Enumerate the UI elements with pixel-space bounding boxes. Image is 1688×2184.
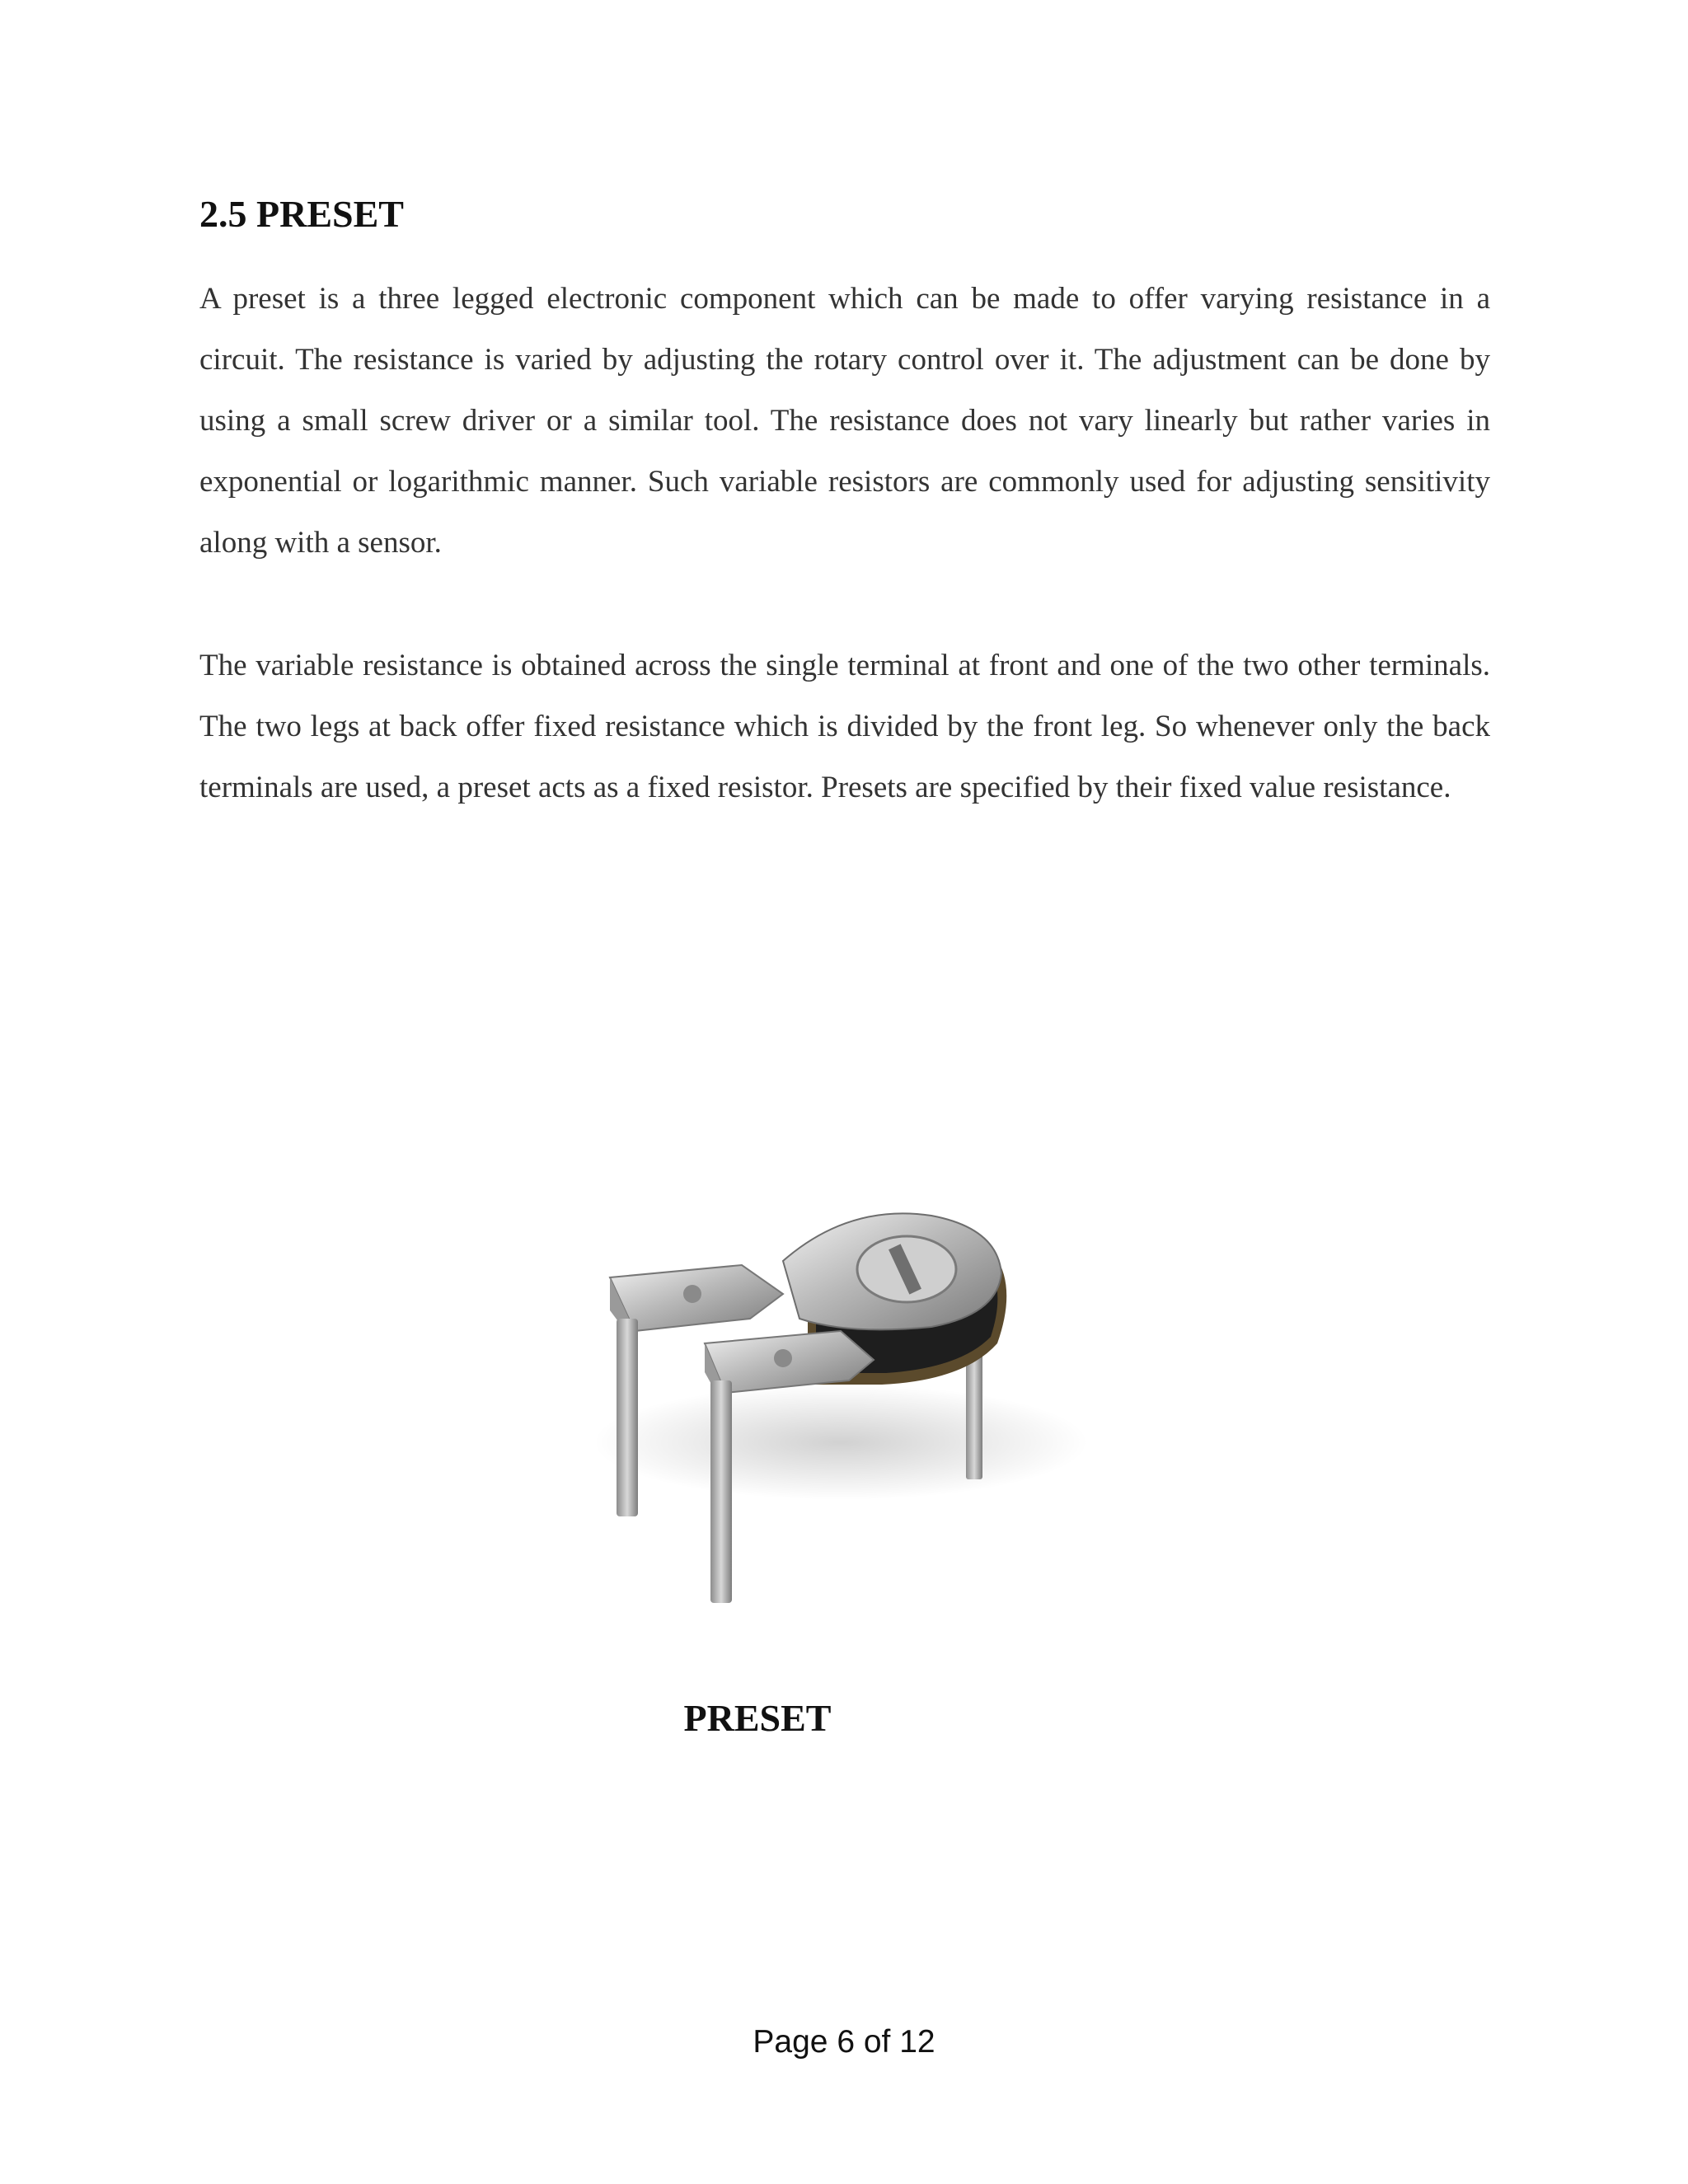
figure-caption: PRESET: [683, 1697, 832, 1739]
paragraph-2: The variable resistance is obtained across the single terminal at front and one of the two other terminals. The two legs at back offer fixed resistance which is divided by the front leg. So whenever only the back terminals are used, a preset acts as a fixed resistor. Presets are specified by their fixed value resistance.: [199, 649, 1490, 804]
preset-image: [536, 1096, 1129, 1657]
preset-resistor-icon: [536, 1096, 1129, 1657]
page-number: Page 6 of 12: [753, 2024, 935, 2060]
paragraph-1: A preset is a three legged electronic component which can be made to offer varying resistance in a circuit. The resistance is varied by adjusting the rotary control over it. The adjustment can be done by using a small screw driver or a similar tool. The resistance does not vary linearly but rather varies in exponential or logarithmic manner. Such variable resistors are commonly used for adjusting sensitivity along with a sensor.: [199, 282, 1490, 560]
section-heading: 2.5 PRESET: [199, 193, 404, 235]
